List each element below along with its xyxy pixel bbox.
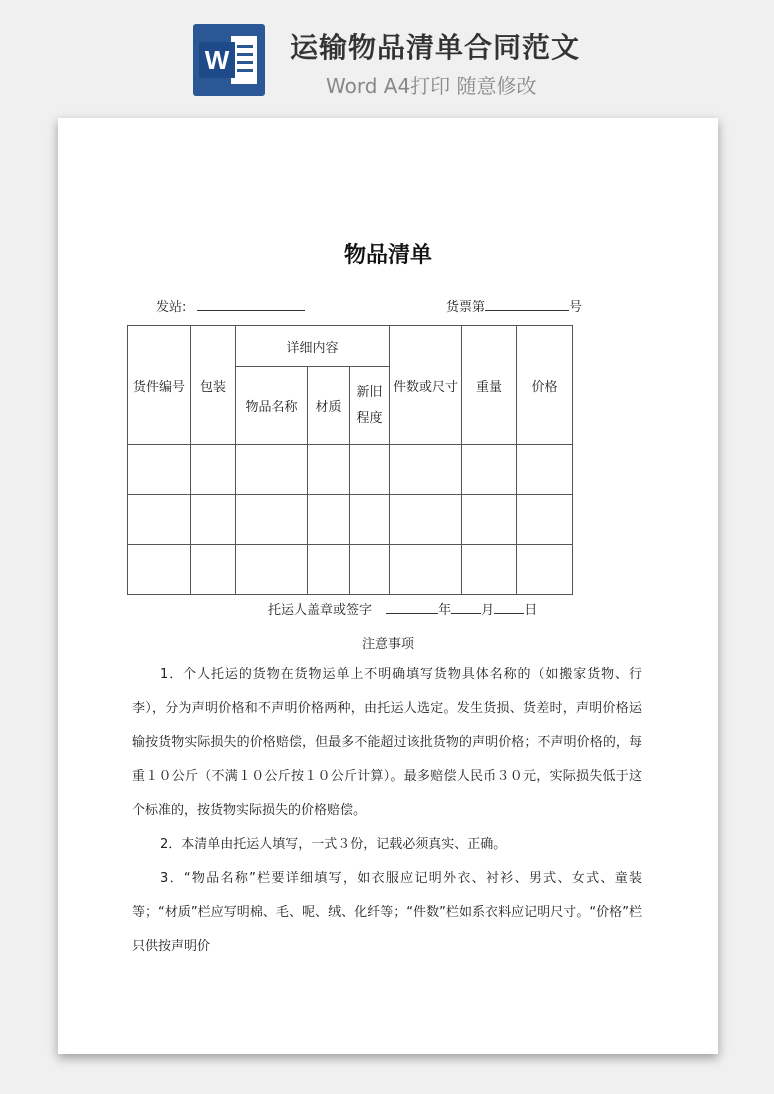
table-row: [128, 545, 573, 595]
month-label: 月: [481, 603, 495, 618]
header-name: 物品名称: [236, 367, 308, 445]
station-line: [156, 296, 305, 315]
table-cell[interactable]: [236, 545, 308, 595]
header-condition: 新旧程度: [350, 367, 390, 445]
table-cell[interactable]: [350, 445, 390, 495]
table-cell[interactable]: [128, 495, 191, 545]
document-page: [58, 118, 718, 1054]
table-cell[interactable]: [128, 545, 191, 595]
banner-subtitle: Word A4打印 随意修改: [326, 74, 537, 98]
month-blank[interactable]: [451, 600, 481, 614]
table-cell[interactable]: [517, 445, 573, 495]
document-title: 物品清单: [343, 243, 432, 268]
goods-table: [127, 325, 573, 595]
table-cell[interactable]: [308, 545, 350, 595]
table-header-row: [128, 326, 573, 367]
header-price: 价格: [517, 326, 573, 445]
header-banner: [0, 0, 774, 110]
header-material: 材质: [308, 367, 350, 445]
ticket-blank[interactable]: [485, 297, 569, 311]
note-paragraph-3: 3．“物品名称”栏要详细填写，如衣服应记明外衣、衬衫、男式、女式、童装等；“材质”栏应写明棉、毛、呢、绒、化纤等；“件数”栏如系衣料应记明尺寸。“价格”栏只供按声明价: [132, 871, 642, 954]
day-blank[interactable]: [494, 600, 524, 614]
header-item-no: 货件编号: [128, 326, 191, 445]
day-label: 日: [524, 603, 538, 618]
table-cell[interactable]: [390, 545, 462, 595]
signature-line: [268, 599, 537, 618]
table-cell[interactable]: [517, 495, 573, 545]
table-cell[interactable]: [462, 545, 517, 595]
table-cell[interactable]: [390, 495, 462, 545]
table-cell[interactable]: [462, 445, 517, 495]
ticket-line: [446, 296, 582, 315]
table-cell[interactable]: [308, 445, 350, 495]
table-cell[interactable]: [462, 495, 517, 545]
table-cell[interactable]: [128, 445, 191, 495]
table-cell[interactable]: [236, 495, 308, 545]
header-detail: 详细内容: [236, 326, 390, 367]
station-label: 发站:: [156, 300, 187, 315]
table-row: [128, 445, 573, 495]
watermark: ​: [89, 480, 107, 501]
table-cell[interactable]: [350, 495, 390, 545]
table-row: [128, 495, 573, 545]
word-icon: [193, 24, 265, 96]
table-cell[interactable]: [191, 445, 236, 495]
header-packing: 包装: [191, 326, 236, 445]
banner-title: 运输物品清单合同范文: [290, 31, 581, 64]
year-blank[interactable]: [386, 600, 438, 614]
ticket-prefix: 货票第: [446, 300, 486, 315]
note-paragraph-1: 1．个人托运的货物在货物运单上不明确填写货物具体名称的（如搬家货物、行李），分为声明价格和不声明价格两种，由托运人选定。发生货损、货差时，声明价格运输按货物实际损失的价格赔偿，但最多不能超过该批货物的声明价格；不声明价格的，每重１０公斤（不满１０公斤按１０公斤计算）。最多赔偿人民币３０元，实际损失低于这个标准的，按货物实际损失的价格赔偿。: [132, 667, 642, 818]
note-paragraph-2: 2．本清单由托运人填写，一式３份，记载必须真实、正确。: [160, 837, 507, 852]
table-cell[interactable]: [350, 545, 390, 595]
year-label: 年: [438, 603, 452, 618]
header-weight: 重量: [462, 326, 517, 445]
table-cell[interactable]: [191, 495, 236, 545]
notes-title: 注意事项: [361, 637, 414, 652]
table-cell[interactable]: [517, 545, 573, 595]
ticket-suffix: 号: [569, 300, 583, 315]
word-letter: W: [199, 42, 235, 78]
table-cell[interactable]: [191, 545, 236, 595]
station-blank[interactable]: [197, 297, 305, 311]
table-cell[interactable]: [236, 445, 308, 495]
table-cell[interactable]: [308, 495, 350, 545]
header-quantity: 件数或尺寸: [390, 326, 462, 445]
table-cell[interactable]: [390, 445, 462, 495]
signature-label: 托运人盖章或签字: [268, 603, 373, 618]
